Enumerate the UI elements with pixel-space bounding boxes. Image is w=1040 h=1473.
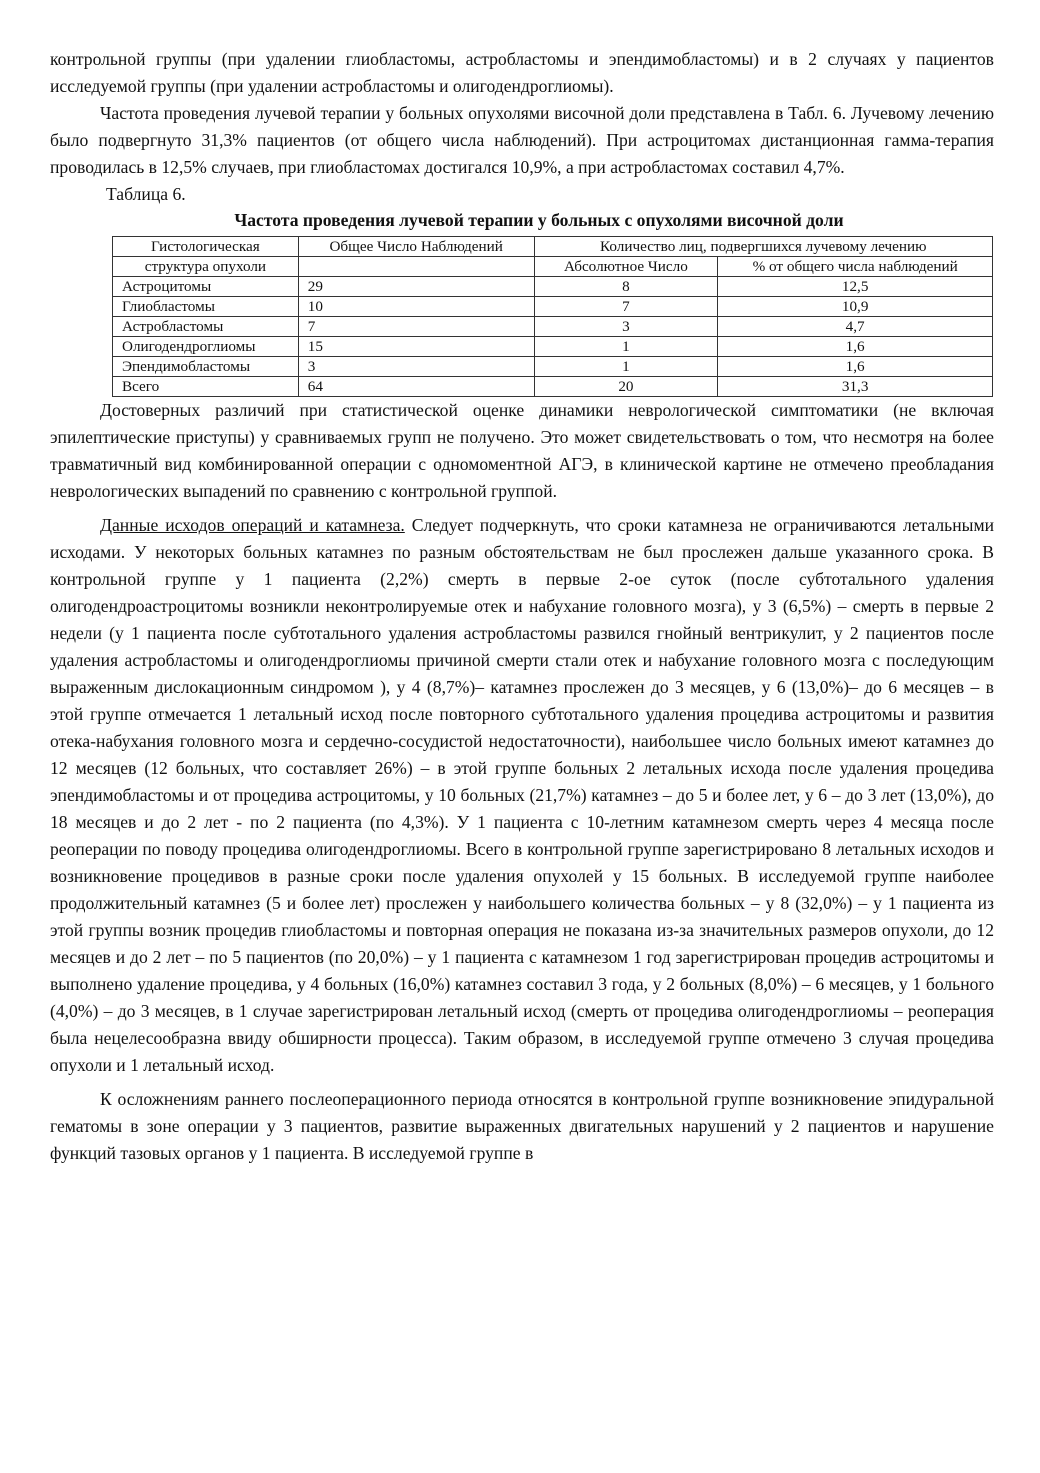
table-row-total bbox=[113, 377, 993, 397]
row-name: Глиобластомы bbox=[113, 297, 299, 317]
row-name: Астроцитомы bbox=[113, 277, 299, 297]
outcomes-heading: Данные исходов операций и катамнеза. bbox=[100, 515, 405, 535]
paragraph-complications: К осложнениям раннего послеоперационного периода относятся в контрольной группе возникновение эпидуральной гематомы в зоне операции у 3 пациентов, развитие выраженных двигательных нарушений у 2 пациентов и нарушение функций тазовых органов у 1 пациента. В исследуемой группе в bbox=[50, 1089, 994, 1163]
row-absolute: 7 bbox=[534, 297, 718, 317]
row-percent: 12,5 bbox=[718, 277, 993, 297]
row-total: 64 bbox=[298, 377, 534, 397]
row-total: 7 bbox=[298, 317, 534, 337]
row-absolute: 8 bbox=[534, 277, 718, 297]
row-total: 15 bbox=[298, 337, 534, 357]
table-header-row bbox=[113, 237, 993, 257]
header-percent-of-total: % от общего числа наблюдений bbox=[718, 257, 993, 277]
row-percent: 4,7 bbox=[718, 317, 993, 337]
row-absolute: 3 bbox=[534, 317, 718, 337]
document-page bbox=[50, 46, 994, 1167]
row-name: Олигодендроглиомы bbox=[113, 337, 299, 357]
header-histology-line1: Гистологическая bbox=[113, 237, 299, 257]
row-percent: 1,6 bbox=[718, 357, 993, 377]
paragraph-radiation-therapy: Частота проведения лучевой терапии у больных опухолями височной доли представлена в Табл. 6. Лучевому лечению было подвергнуто 31,3% пациентов (от общего числа наблюдений). При астроцитомах дистанционная гамма-терапия проводилась в 12,5% случаев, при глиобластомах достигался 10,9%, а при астробластомах составил 4,7%. bbox=[50, 103, 994, 177]
header-total-observations: Общее Число Наблюдений bbox=[298, 237, 534, 257]
table-row bbox=[113, 337, 993, 357]
row-name: Эпендимобластомы bbox=[113, 357, 299, 377]
table-row bbox=[113, 297, 993, 317]
row-total: 3 bbox=[298, 357, 534, 377]
header-total-empty bbox=[298, 257, 534, 277]
outcomes-body: Следует подчеркнуть, что сроки катамнеза не ограничиваются летальными исходами. У некоторых больных катамнез по разным обстоятельствам не был прослежен дальше указанного срока. В контрольной группе у 1 пациента (2,2%) смерть в первые 2-ое суток (после субтотального удаления олигодендроастроцитомы возникли неконтролируемые отек и набухание головного мозга), у 3 (6,5%) – смерть в первые 2 недели (у 1 пациента после субтотального удаления астробластомы развился гнойный вентрикулит, у 2 пациентов после удаления астробластомы и олигодендроглиомы причиной смерти стали отек и набухание головного мозга с последующим выраженным дислокационным синдромом ), у 4 (8,7%)– катамнез прослежен до 3 месяцев, у 6 (13,0%)– до 6 месяцев – в этой группе отмечается 1 летальный исход после повторного субтотального удаления процедива астроцитомы и развития отека-набухания головного мозга и сердечно-сосудистой недостаточности), наибольшее число больных имеют катамнез до 12 месяцев (12 больных, что составляет 26%) – в этой группе больных 2 летальных исхода после удаления процедива эпендимобластомы и от процедива астроцитомы, у 10 больных (21,7%) катамнез – до 5 и более лет, у 6 – до 3 лет (13,0%), до 18 месяцев и до 2 лет - по 2 пациента (по 4,3%). У 1 пациента с 10-летним катамнезом смерть через 4 месяца после реоперации по поводу процедива олигодендроглиомы. Всего в контрольной группе зарегистрировано 8 летальных исходов и возникновение процедивов в разные сроки после удаления опухолей у 15 больных. В исследуемой группе наиболее продолжительный катамнез (5 и более лет) прослежен у наибольшего количества больных – у 8 (32,0%) – у 1 пациента из этой группы возник процедив глиобластомы и повторная операция не показана из-за значительных размеров опухоли, до 12 месяцев и до 2 лет – по 5 пациентов (по 20,0%) – у 1 пациента с катамнезом 1 год зарегистрирован процедив астроцитомы и выполнено удаление процедива, у 4 больных (16,0%) катамнез составил 3 года, у 2 больных (8,0%) – 6 месяцев, у 1 больного (4,0%) – до 3 месяцев, в 1 случае зарегистрирован летальный исход (смерть от процедива олигодендроглиомы – реоперация была нецелесообразна ввиду обширности процесса). Таким образом, в исследуемой группе отмечено 3 случая процедива опухоли и 1 летальный исход. bbox=[50, 515, 994, 1075]
row-name: Всего bbox=[113, 377, 299, 397]
row-percent: 31,3 bbox=[718, 377, 993, 397]
header-absolute-number: Абсолютное Число bbox=[534, 257, 718, 277]
header-irradiated-group: Количество лиц, подвергшихся лучевому лечению bbox=[534, 237, 992, 257]
table-row bbox=[113, 317, 993, 337]
table-title: Частота проведения лучевой терапии у больных с опухолями височной доли bbox=[234, 210, 844, 230]
row-percent: 10,9 bbox=[718, 297, 993, 317]
radiation-therapy-table bbox=[112, 236, 993, 397]
table-row bbox=[113, 357, 993, 377]
table-subheader-row bbox=[113, 257, 993, 277]
table-row bbox=[113, 277, 993, 297]
row-absolute: 1 bbox=[534, 337, 718, 357]
row-total: 29 bbox=[298, 277, 534, 297]
row-absolute: 1 bbox=[534, 357, 718, 377]
paragraph-outcomes bbox=[50, 512, 994, 1079]
row-name: Астробластомы bbox=[113, 317, 299, 337]
paragraph-statistics: Достоверных различий при статистической оценке динамики неврологической симптоматики (не включая эпилептические приступы) у сравниваемых групп не получено. Это может свидетельствовать о том, что несмотря на более травматичный вид комбинированной операции с одномоментной АГЭ, в клинической картине не отмечено преобладания неврологических выпадений по сравнению с контрольной группой. bbox=[50, 400, 994, 501]
table-label: Таблица 6. bbox=[106, 184, 186, 204]
header-histology-line2: структура опухоли bbox=[113, 257, 299, 277]
row-total: 10 bbox=[298, 297, 534, 317]
row-absolute: 20 bbox=[534, 377, 718, 397]
row-percent: 1,6 bbox=[718, 337, 993, 357]
paragraph-continuation: контрольной группы (при удалении глиобластомы, астробластомы и эпендимобластомы) и в 2 случаях у пациентов исследуемой группы (при удалении астробластомы и олигодендроглиомы). bbox=[50, 49, 994, 96]
